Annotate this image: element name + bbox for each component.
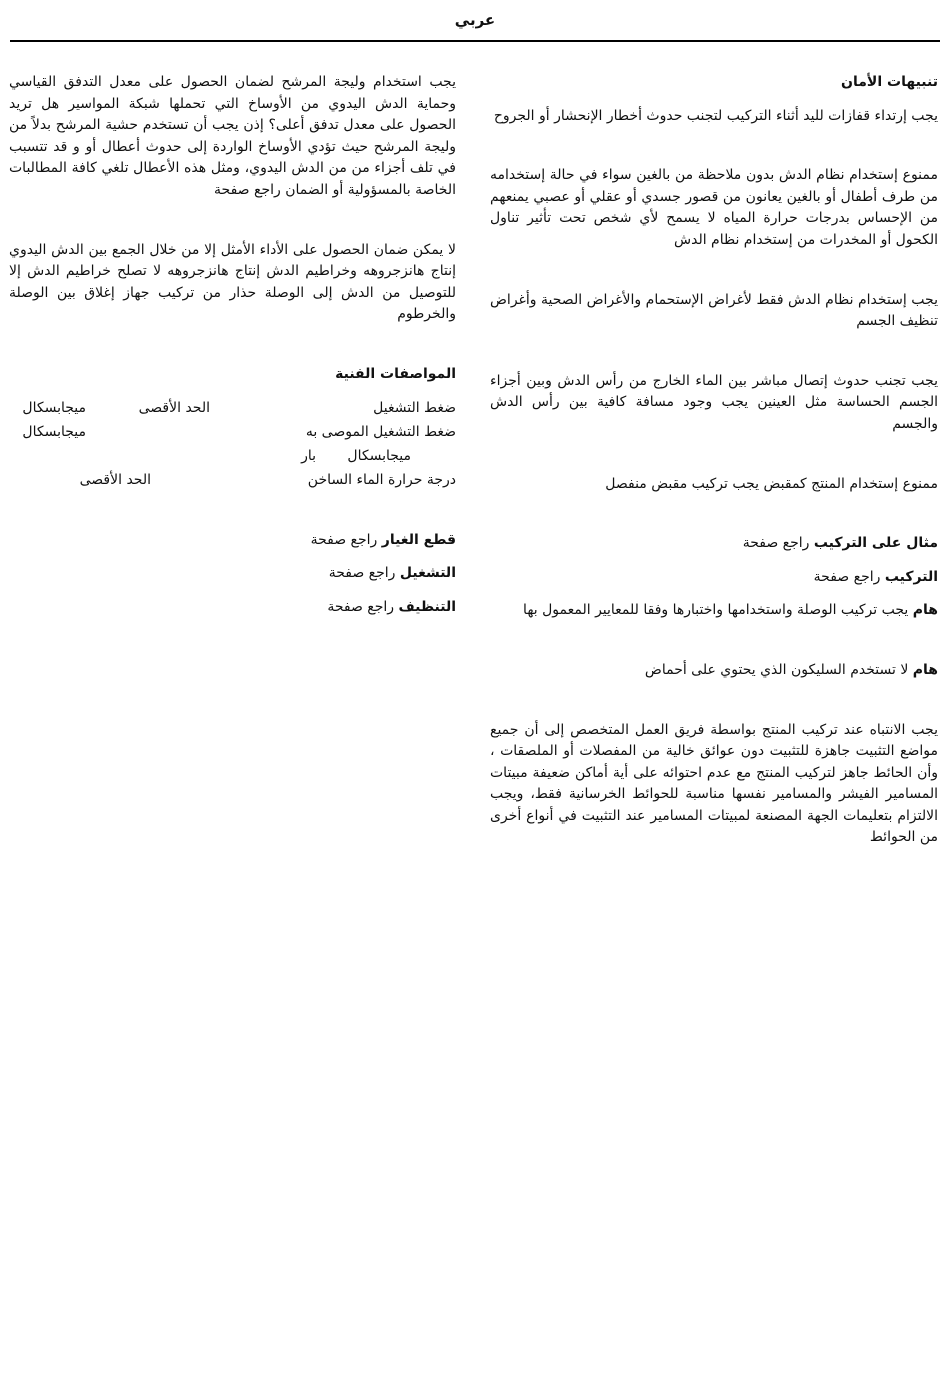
install-example-ref: راجع صفحة	[742, 535, 814, 552]
important-text-2: لا تستخدم السليكون الذي يحتوي على أحماض	[644, 661, 913, 678]
install-ref: راجع صفحة	[813, 568, 885, 585]
right-column	[490, 72, 938, 849]
cleaning-label: التنظيف	[398, 598, 456, 615]
operation-line	[9, 563, 456, 585]
page-header-language: عربي	[454, 11, 496, 29]
operation-label: التشغيل	[399, 565, 456, 582]
install-example-label: مثال على التركيب	[813, 535, 938, 552]
spec-max-operating-pressure: الحد الأقصى	[138, 399, 210, 416]
left-column	[9, 72, 456, 618]
spec-unit-operating-pressure: ميجابسكال	[22, 399, 86, 416]
spare-parts-label: قطع الغيار	[381, 531, 456, 548]
spec-unit-mpa: ميجابسكال	[347, 447, 411, 464]
safety-usage-paragraph: يجب إستخدام نظام الدش فقط لأغراض الإستحمام والأغراض الصحية وأغراض تنظيف الجسم	[490, 291, 938, 330]
important-text-1: يجب تركيب الوصلة واستخدامها واختبارها وفقا للمعايير المعمول بها	[523, 602, 913, 619]
spare-parts-line	[9, 530, 456, 552]
cleaning-line	[9, 597, 456, 619]
install-label: التركيب	[884, 568, 938, 585]
cleaning-ref: راجع صفحة	[327, 598, 399, 615]
installation-team-paragraph: يجب الانتباه عند تركيب المنتج بواسطة فريق العمل المتخصص إلى أن جميع مواضع التثبيت جاهزة للتثبيت دون عوائق خالية من المفصلات أو الملصقات ، وأن الحائط جاهز لتركيب المنتج مع عدم احتوائه على أية أماكن ضعيفة مبيتات المسامير الفيشر والمسامير نفسها مناسبة للحوائط الخرسانية فقط، ويجب الالتزام بتعليمات الجهة المصنعة لمبيتات المسامير عند التثبيت في أنواع أخرى من الحوائط	[490, 721, 938, 846]
performance-paragraph: لا يمكن ضمان الحصول على الأداء الأمثل إلا من خلال الجمع بين الدش اليدوي إنتاج هانزجروهه وخراطيم الدش إنتاج هانزجروهه لا تصلح خراطيم الدش إلا للتوصيل من الدش إلى الوصلة حذار من تركيب جهاز إغلاق بين الوصلة والخرطوم	[9, 241, 456, 323]
safety-contact-paragraph: يجب تجنب حدوث إتصال مباشر بين الماء الخارج من رأس الدش وبين أجزاء الجسم الحساسة مثل العينين يجب وجود مسافة كافية بين رأس الدش والجسم	[490, 372, 938, 432]
header-divider	[10, 40, 940, 42]
safety-heading: تنبيهات الأمان	[841, 74, 938, 90]
safety-gloves-paragraph: يجب إرتداء قفازات لليد أثناء التركيب لتجنب حدوث أخطار الإنحشار أو الجروح	[493, 107, 938, 124]
spec-label-operating-pressure: ضغط التشغيل	[373, 399, 456, 416]
spec-unit-recommended-pressure: ميجابسكال	[22, 423, 86, 440]
spec-row-units	[9, 446, 456, 470]
filter-insert-paragraph: يجب استخدام وليجة المرشح لضمان الحصول على معدل التدفق القياسي وحماية الدش اليدوي من الأوساخ التي تحملها شبكة المواسير هل تريد الحصول على معدل تدفق أعلى؟ إذن يجب أن تستخدم حشية المرشح بدلاً من وليجة المرشح حيث تؤدي الأوساخ الواردة إلى حدوث أعطال أو و قد تتسبب في تلف أجزاء من من الدش اليدوي، ومثل هذه الأعطال تلغي كافة المطالبات الخاصة بالمسؤولية أو الضمان راجع صفحة	[9, 74, 456, 198]
safety-supervision-paragraph: ممنوع إستخدام نظام الدش بدون ملاحظة من بالغين سواء في حالة إستخدامه من طرف أطفال أو بالغين يعانون من قصور جسدي أو عقلي أو عصبي يمنعهم من الإحساس بدرجات حرارة المياه لا يسمح لأي شخص تحت تأثير تناول الكحول أو المخدرات من إستخدام نظام الدش	[490, 167, 938, 248]
important-label-2: هام	[912, 661, 938, 678]
spec-row-operating-pressure	[9, 398, 456, 422]
important-label-1: هام	[912, 602, 938, 619]
spec-label-recommended-pressure: ضغط التشغيل الموصى به	[305, 423, 456, 440]
spec-max-hot-water-temp: الحد الأقصى	[79, 471, 151, 488]
install-example-line	[490, 533, 938, 555]
safety-handle-paragraph: ممنوع إستخدام المنتج كمقبض يجب تركيب مقبض منفصل	[605, 475, 938, 492]
install-line	[490, 567, 938, 589]
important-note-1	[490, 600, 938, 622]
important-note-2	[490, 660, 938, 682]
spec-row-recommended-pressure	[9, 422, 456, 446]
spec-row-hot-water-temp	[9, 470, 456, 494]
spec-label-hot-water-temp: درجة حرارة الماء الساخن	[307, 471, 456, 488]
spare-parts-ref: راجع صفحة	[310, 531, 382, 548]
spec-unit-bar: بار	[301, 447, 316, 464]
specs-heading: المواصفات الفنية	[335, 365, 456, 382]
operation-ref: راجع صفحة	[328, 565, 400, 582]
technical-specs-table	[9, 398, 456, 508]
